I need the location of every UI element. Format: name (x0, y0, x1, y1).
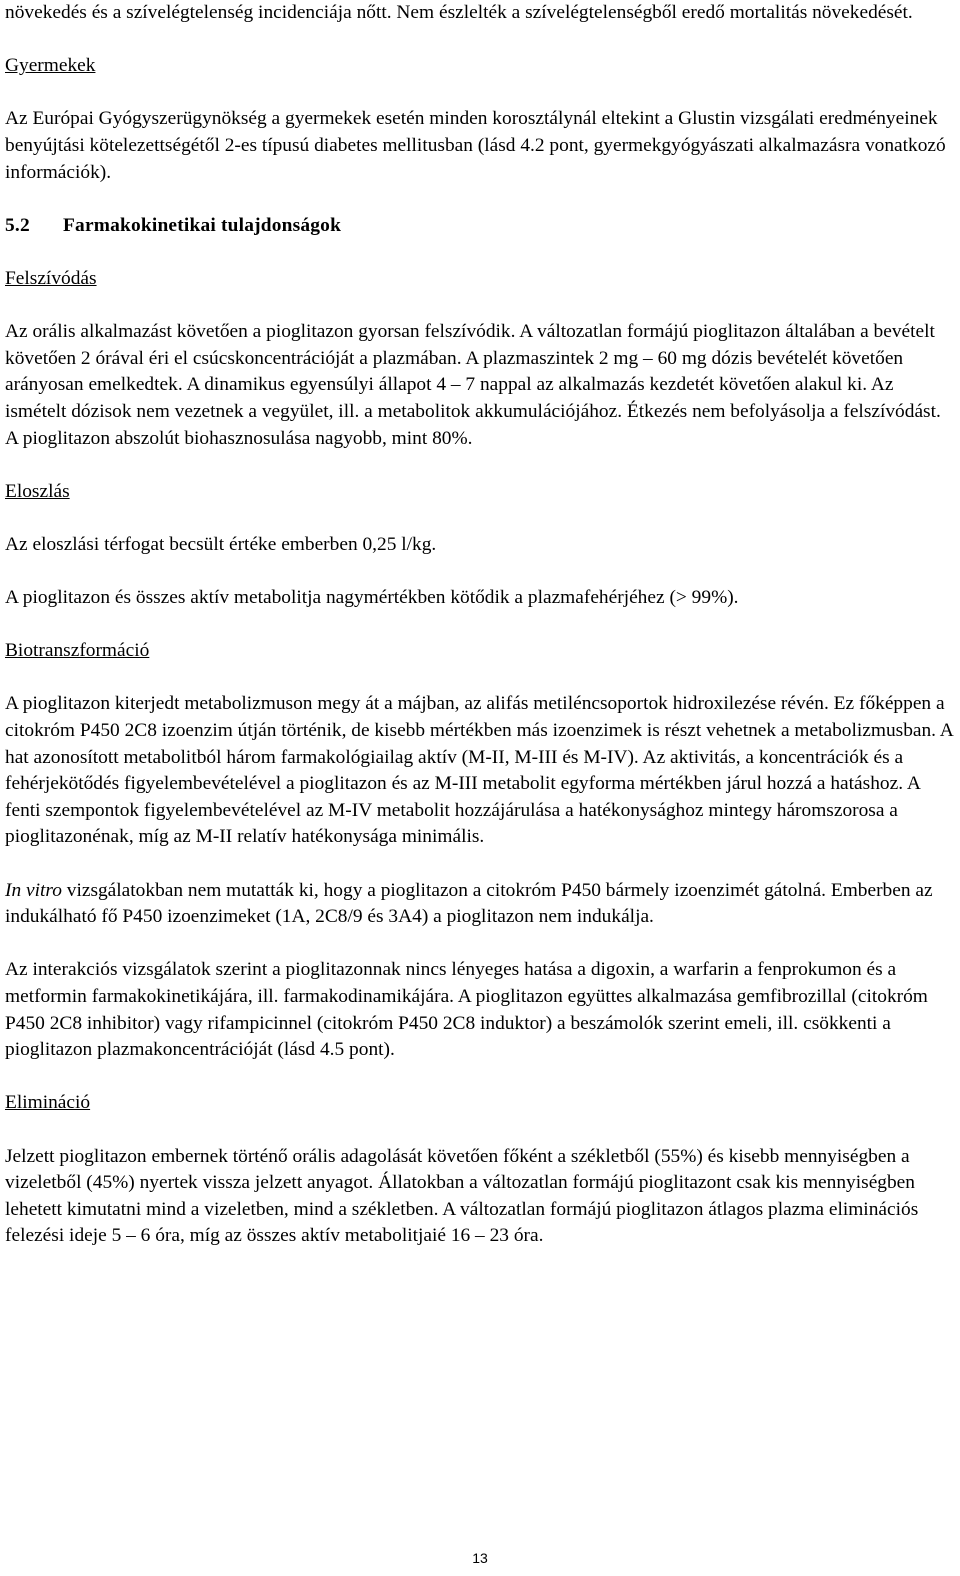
biotranszformacio-paragraph-2 (5, 878, 955, 931)
heading-felszivodas: Felszívódás (5, 267, 97, 289)
eliminacio-paragraph: Jelzett pioglitazon embernek történő orális adagolását követően főként a székletből (55%) és kisebb mennyiségben a vizeletből (45%) nyertek vissza jelzett anyagot. Állatokban a változatlan formájú pioglitazont csak kis mennyiségben lehetett kimutatni mind a vizeletben, mind a székletben. A változatlan formájú pioglitazon átlagos plazma eliminációs felezési ideje 5 – 6 óra, míg az összes aktív metabolitjaié 16 – 23 óra. (5, 1145, 919, 1247)
heading-biotranszformacio: Biotranszformáció (5, 640, 150, 662)
document-page (5, 0, 955, 1277)
heading-eliminacio: Elimináció (5, 1092, 91, 1114)
eloszlas-paragraph-2: A pioglitazon és összes aktív metabolitja nagymértékben kötődik a plazmafehérjéhez (> 99%). (5, 587, 739, 609)
intro-paragraph: növekedés és a szívelégtelenség incidenciája nőtt. Nem észlelték a szívelégtelenségből eredő mortalitás növekedését. (5, 2, 913, 23)
section-title: Farmakokinetikai tulajdonságok (63, 214, 342, 236)
eloszlas-paragraph-1: Az eloszlási térfogat becsült értéke emberben 0,25 l/kg. (5, 533, 437, 555)
section-heading-5-2 (5, 213, 955, 240)
section-number: 5.2 (5, 214, 30, 236)
biotranszformacio-paragraph-3: Az interakciós vizsgálatok szerint a pioglitazonnak nincs lényeges hatása a digoxin, a warfarin a fenprokumon és a metformin farmakokinetikájára, ill. farmakodinamikájára. A pioglitazon együttes alkalmazása gemfibrozillal (citokróm P450 2C8 inhibitor) vagy rifampicinnel (citokróm P450 2C8 induktor) a beszámolók szerint emeli, ill. csökkenti a pioglitazon plazmakoncentrációját (lásd 4.5 pont). (5, 959, 928, 1061)
felszivodas-paragraph: Az orális alkalmazást követően a pioglitazon gyorsan felszívódik. A változatlan formájú pioglitazon általában a bevételt követően 2 órával éri el csúcskoncentrációját a plazmában. A plazmaszintek 2 mg – 60 mg dózis bevételét követően arányosan emelkedtek. A dinamikus egyensúlyi állapot 4 – 7 nappal az alkalmazás kezdetét követően alakul ki. Az ismételt dózisok nem vezetnek a vegyület, ill. a metabolitok akkumulációjához. Étkezés nem befolyásolja a felszívódást. A pioglitazon abszolút biohasznosulása nagyobb, mint 80%. (5, 321, 941, 449)
page-number: 13 (472, 1550, 488, 1566)
heading-gyermekek: Gyermekek (5, 55, 96, 77)
heading-eloszlas: Eloszlás (5, 480, 70, 502)
gyermekek-paragraph: Az Európai Gyógyszerügynökség a gyermekek esetén minden korosztálynál eltekint a Glustin vizsgálati eredményeinek benyújtási kötelezettségétől 2-es típusú diabetes mellitusban (lásd 4.2 pont, gyermekgyógyászati alkalmazásra vonatkozó információk). (5, 108, 946, 183)
biotranszformacio-paragraph-2-text: vizsgálatokban nem mutatták ki, hogy a pioglitazon a citokróm P450 bármely izoenzimét gátolná. Emberben az indukálható fő P450 izoenzimeket (1A, 2C8/9 és 3A4) a pioglitazon nem indukálja. (5, 879, 933, 928)
biotranszformacio-paragraph-1: A pioglitazon kiterjedt metabolizmuson megy át a májban, az alifás metiléncsoportok hidroxilezése révén. Ez főképpen a citokróm P450 2C8 izoenzim útján történik, de kisebb mértékben más izoenzimek is részt vehetnek a metabolizmusban. A hat azonosított metabolitból három farmakológiailag aktív (M-II, M-III és M-IV). Az aktivitás, a koncentrációk és a fehérjekötődés figyelembevételével a pioglitazon és az M-III metabolit egyforma mértékben járul hozzá a hatáshoz. A fenti szempontok figyelembevételével az M-IV metabolit hozzájárulása a hatékonysághoz mintegy háromszorosa a pioglitazonénak, míg az M-II relatív hatékonysága minimális. (5, 693, 953, 848)
in-vitro-italic: In vitro (5, 879, 62, 901)
